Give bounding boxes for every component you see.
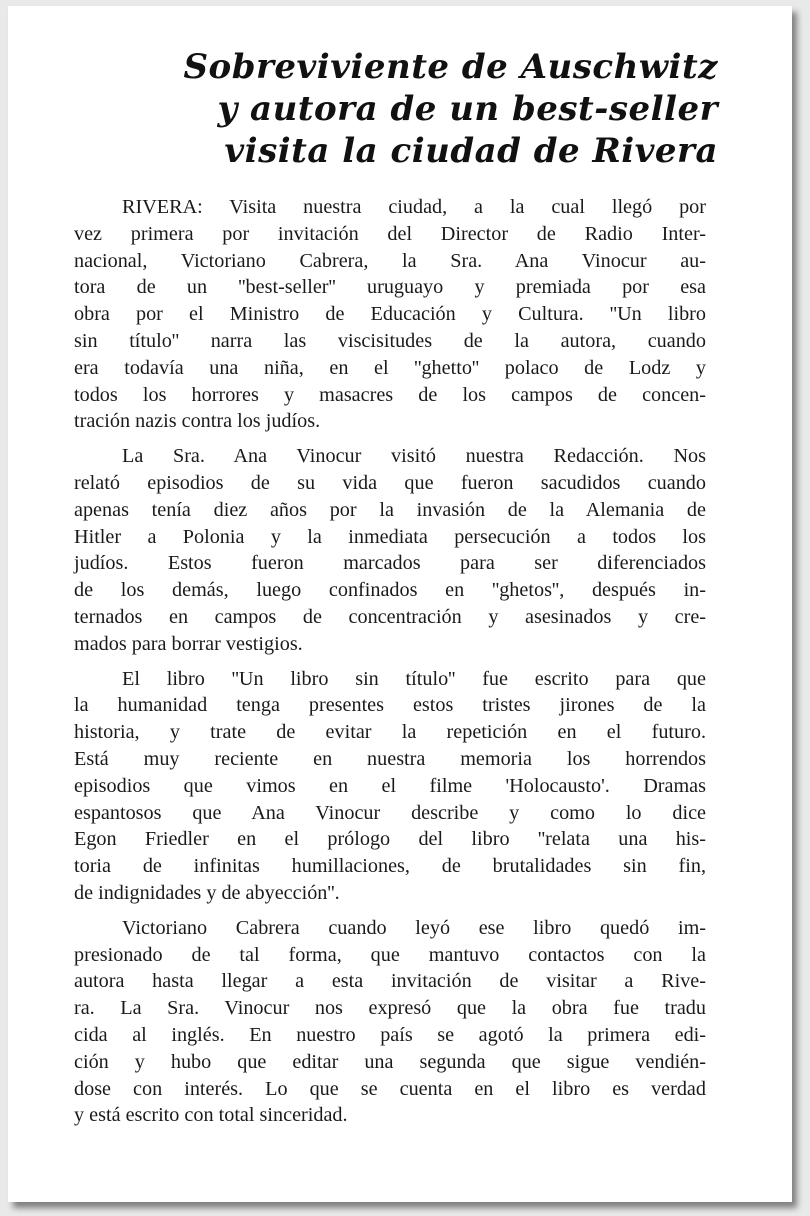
text-line: espantosos que Ana Vinocur describe y como lo dice [74, 801, 706, 824]
headline [118, 46, 718, 172]
text-line: Está muy reciente en nuestra memoria los horrendos [74, 747, 706, 770]
text-line: sin título'' narra las viscisitudes de la autora, cuando [74, 329, 706, 352]
text-line: la humanidad tenga presentes estos tristes jirones de la [74, 694, 706, 717]
headline-line: visita la ciudad de Rivera [224, 131, 718, 171]
text-line: mados para borrar vestigios. [74, 632, 303, 655]
text-line: ra. La Sra. Vinocur nos expresó que la obra fue tradu [74, 997, 706, 1020]
text-line: historia, y trate de evitar la repetición en el futuro. [74, 721, 706, 744]
text-line: ternados en campos de concentración y asesinados y cre- [74, 605, 706, 628]
text-line: autora hasta llegar a esta invitación de visitar a Rive- [74, 970, 706, 993]
text-line: tora de un ''best-seller'' uruguayo y premiada por esa [74, 276, 706, 299]
text-line: cida al inglés. En nuestro país se agotó la primera edi- [74, 1023, 706, 1046]
headline-line: y autora de un best-seller [217, 89, 718, 129]
newspaper-clipping [8, 6, 792, 1202]
text-line: era todavía una niña, en el ''ghetto'' polaco de Lodz y [74, 356, 706, 379]
headline-line: Sobreviviente de Auschwitz [183, 47, 718, 87]
text-line: apenas tenía diez años por la invasión de la Alemania de [74, 498, 706, 521]
paragraph [74, 194, 706, 435]
paragraph [74, 443, 706, 657]
article-body [74, 194, 706, 1137]
paragraph [74, 666, 706, 907]
text-line: dose con interés. Lo que se cuenta en el libro es verdad [74, 1077, 706, 1100]
text-line: Victoriano Cabrera cuando leyó ese libro quedó im- [122, 916, 706, 939]
text-line: El libro ''Un libro sin título'' fue escrito para que [122, 667, 706, 690]
text-line: tración nazis contra los judíos. [74, 410, 321, 433]
text-line: nacional, Victoriano Cabrera, la Sra. Ana Vinocur au- [74, 249, 706, 272]
text-line: RIVERA: Visita nuestra ciudad, a la cual llegó por [122, 196, 706, 218]
text-line: La Sra. Ana Vinocur visitó nuestra Redacción. Nos [122, 445, 706, 468]
text-line: de indignidades y de abyección''. [74, 881, 340, 904]
text-line: Egon Friedler en el prólogo del libro ''relata una his- [74, 828, 706, 851]
text-line: toria de infinitas humillaciones, de brutalidades sin fin, [74, 855, 706, 878]
text-line: ción y hubo que editar una segunda que sigue vendién- [74, 1050, 706, 1073]
text-line: episodios que vimos en el filme 'Holocausto'. Dramas [74, 774, 706, 797]
text-line: vez primera por invitación del Director de Radio Inter- [74, 222, 706, 245]
text-line: todos los horrores y masacres de los campos de concen- [74, 383, 706, 406]
text-line: Hitler a Polonia y la inmediata persecución a todos los [74, 525, 706, 548]
text-line: obra por el Ministro de Educación y Cultura. ''Un libro [74, 303, 706, 326]
paragraph [74, 915, 706, 1129]
text-line: de los demás, luego confinados en ''ghetos'', después in- [74, 579, 706, 602]
text-line: y está escrito con total sinceridad. [74, 1104, 348, 1127]
text-line: judíos. Estos fueron marcados para ser diferenciados [74, 552, 706, 575]
text-line: relató episodios de su vida que fueron sacudidos cuando [74, 471, 706, 494]
text-line: presionado de tal forma, que mantuvo contactos con la [74, 943, 706, 966]
